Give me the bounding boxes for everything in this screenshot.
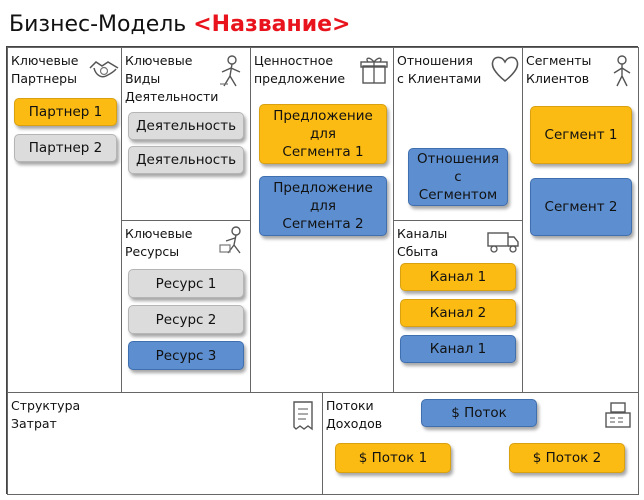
gift-icon bbox=[359, 54, 389, 86]
page-title bbox=[9, 12, 350, 37]
receipt-icon bbox=[288, 399, 316, 433]
segment-card-2[interactable]: Сегмент 2 bbox=[530, 178, 632, 236]
segments-label: Сегменты Клиентов bbox=[526, 53, 592, 86]
cart-worker-icon bbox=[218, 225, 248, 257]
business-model-canvas bbox=[6, 46, 638, 494]
cash-register-icon bbox=[603, 399, 633, 431]
revenue-card-1[interactable]: $ Поток bbox=[421, 399, 537, 427]
activities-label: Ключевые Виды Деятельности bbox=[125, 53, 219, 104]
costs-label: Структура Затрат bbox=[11, 398, 81, 431]
heart-icon bbox=[490, 54, 520, 84]
activity-card-1[interactable]: Деятельность bbox=[128, 112, 244, 140]
segments-section bbox=[522, 47, 639, 393]
resource-card-2[interactable]: Ресурс 2 bbox=[128, 305, 244, 334]
value-card-2[interactable]: Предложение для Сегмента 2 bbox=[259, 176, 387, 236]
relationships-section bbox=[393, 47, 523, 221]
activities-section bbox=[121, 47, 251, 221]
value-label: Ценностное предложение bbox=[254, 53, 346, 86]
channel-card-1[interactable]: Канал 1 bbox=[400, 263, 516, 291]
title-name: <Название> bbox=[193, 12, 351, 37]
segment-card-1[interactable]: Сегмент 1 bbox=[530, 106, 632, 164]
resources-section bbox=[121, 220, 251, 393]
revenue-card-3[interactable]: $ Поток 2 bbox=[509, 443, 625, 473]
truck-icon bbox=[486, 225, 520, 255]
title-prefix: Бизнес-Модель bbox=[9, 12, 194, 37]
revenue-streams-section bbox=[322, 392, 639, 495]
channels-section bbox=[393, 220, 523, 393]
revenue-card-2[interactable]: $ Поток 1 bbox=[335, 443, 451, 473]
channel-card-3[interactable]: Канал 1 bbox=[400, 335, 516, 363]
worker-icon bbox=[216, 54, 246, 88]
resource-card-1[interactable]: Ресурс 1 bbox=[128, 269, 244, 298]
value-proposition-section bbox=[250, 47, 394, 393]
partners-label: Ключевые Партнеры bbox=[11, 53, 79, 86]
resource-card-3[interactable]: Ресурс 3 bbox=[128, 341, 244, 370]
partners-section bbox=[7, 47, 122, 393]
channel-card-2[interactable]: Канал 2 bbox=[400, 299, 516, 327]
person-icon bbox=[609, 54, 635, 88]
partner-card-1[interactable]: Партнер 1 bbox=[14, 98, 117, 126]
activity-card-2[interactable]: Деятельность bbox=[128, 146, 244, 174]
partner-card-2[interactable]: Партнер 2 bbox=[14, 134, 117, 162]
handshake-icon bbox=[88, 54, 120, 84]
relationships-label: Отношения с Клиентами bbox=[397, 53, 482, 86]
channels-label: Каналы Сбыта bbox=[397, 226, 448, 259]
relationship-card-1[interactable]: Отношения с Сегментом bbox=[408, 148, 508, 206]
resources-label: Ключевые Ресурсы bbox=[125, 226, 193, 259]
cost-structure-section bbox=[7, 392, 323, 495]
value-card-1[interactable]: Предложение для Сегмента 1 bbox=[259, 104, 387, 164]
revenue-label: Потоки Доходов bbox=[326, 398, 383, 431]
